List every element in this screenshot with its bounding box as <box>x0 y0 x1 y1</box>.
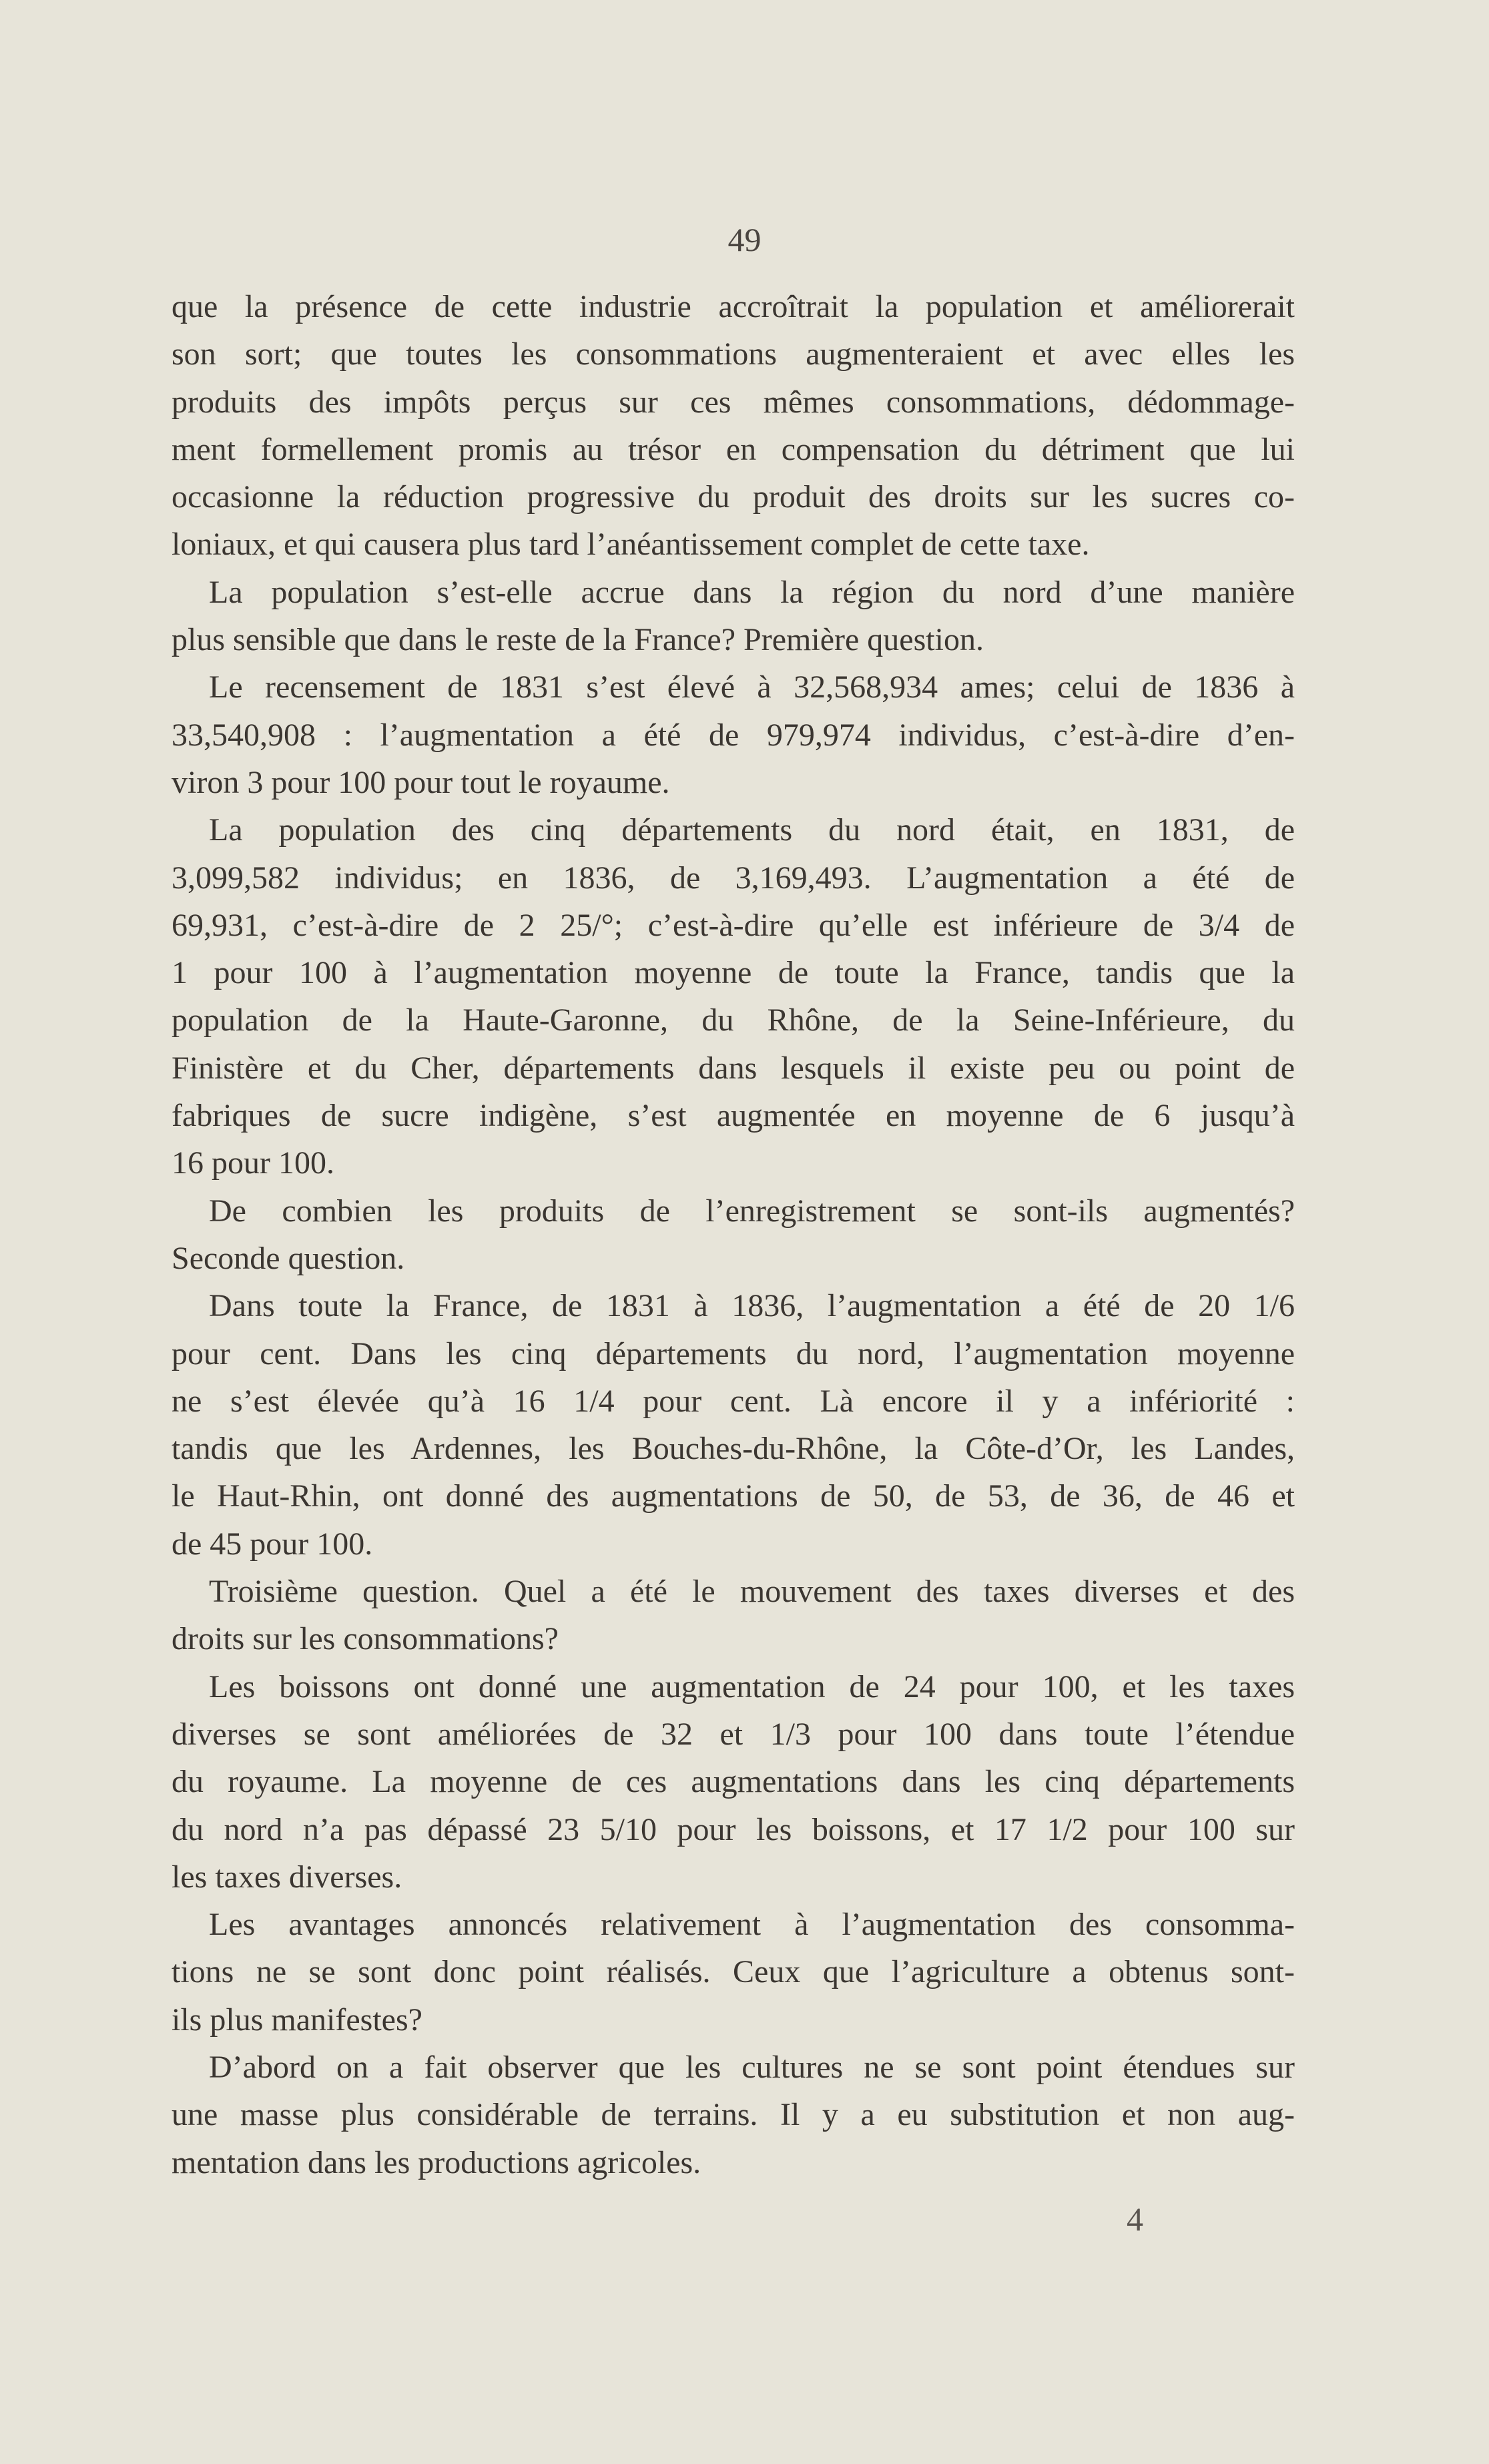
text-line: Dans toute la France, de 1831 à 1836, l’augmentation a été de 20 1/6 <box>209 1288 1295 1324</box>
text-line: population de la Haute-Garonne, du Rhône, de la Seine-Inférieure, du <box>172 1002 1295 1038</box>
text-line: 3,099,582 individus; en 1836, de 3,169,493. L’augmentation a été de <box>172 860 1295 896</box>
text-line: 16 pour 100. <box>172 1145 334 1181</box>
signature-mark: 4 <box>1127 2200 1143 2238</box>
text-line: mentation dans les productions agricoles. <box>172 2144 701 2180</box>
text-line: plus sensible que dans le reste de la France? Première question. <box>172 622 984 658</box>
text-line: La population s’est-elle accrue dans la région du nord d’une manière <box>209 574 1295 610</box>
text-line: les taxes diverses. <box>172 1859 402 1895</box>
text-line: diverses se sont améliorées de 32 et 1/3 pour 100 dans toute l’étendue <box>172 1716 1295 1752</box>
text-line: tions ne se sont donc point réalisés. Ceux que l’agriculture a obtenus sont- <box>172 1954 1295 1990</box>
text-line: son sort; que toutes les consommations augmenteraient et avec elles les <box>172 336 1295 372</box>
text-line: D’abord on a fait observer que les cultures ne se sont point étendues sur <box>209 2049 1295 2085</box>
text-line: de 45 pour 100. <box>172 1526 373 1562</box>
text-line: 33,540,908 : l’augmentation a été de 979,974 individus, c’est-à-dire d’en- <box>172 717 1295 753</box>
text-line: Les boissons ont donné une augmentation de 24 pour 100, et les taxes <box>209 1668 1295 1705</box>
text-line: 69,931, c’est-à-dire de 2 25/°; c’est-à-dire qu’elle est inférieure de 3/4 de <box>172 907 1295 943</box>
text-line: fabriques de sucre indigène, s’est augmentée en moyenne de 6 jusqu’à <box>172 1098 1295 1134</box>
text-line: Le recensement de 1831 s’est élevé à 32,568,934 ames; celui de 1836 à <box>209 669 1295 705</box>
text-line: tandis que les Ardennes, les Bouches-du-Rhône, la Côte-d’Or, les Landes, <box>172 1431 1295 1467</box>
text-line: ment formellement promis au trésor en compensation du détriment que lui <box>172 431 1295 467</box>
text-line: une masse plus considérable de terrains. Il y a eu substitution et non aug- <box>172 2097 1295 2133</box>
text-line: viron 3 pour 100 pour tout le royaume. <box>172 764 670 800</box>
text-line: ils plus manifestes? <box>172 2001 422 2038</box>
text-line: occasionne la réduction progressive du produit des droits sur les sucres co- <box>172 479 1295 515</box>
text-line: 1 pour 100 à l’augmentation moyenne de toute la France, tandis que la <box>172 955 1295 991</box>
page-number: 49 <box>727 221 762 258</box>
text-line: Seconde question. <box>172 1240 405 1276</box>
text-line: produits des impôts perçus sur ces mêmes consommations, dédommage- <box>172 384 1295 420</box>
text-line: droits sur les consommations? <box>172 1621 559 1657</box>
text-line: Les avantages annoncés relativement à l’augmentation des consomma- <box>209 1907 1295 1943</box>
text-line: De combien les produits de l’enregistrement se sont-ils augmentés? <box>209 1193 1295 1229</box>
text-line: le Haut-Rhin, ont donné des augmentations de 50, de 53, de 36, de 46 et <box>172 1478 1295 1514</box>
text-line: loniaux, et qui causera plus tard l’anéantissement complet de cette taxe. <box>172 527 1090 563</box>
text-line: que la présence de cette industrie accroîtrait la population et améliorerait <box>172 289 1295 324</box>
text-line: ne s’est élevée qu’à 16 1/4 pour cent. Là encore il y a infériorité : <box>172 1383 1295 1419</box>
text-line: du nord n’a pas dépassé 23 5/10 pour les boissons, et 17 1/2 pour 100 sur <box>172 1811 1295 1847</box>
text-line: Finistère et du Cher, départements dans lesquels il existe peu ou point de <box>172 1050 1295 1086</box>
body-text <box>172 283 1295 2186</box>
text-line: du royaume. La moyenne de ces augmentations dans les cinq départements <box>172 1764 1295 1800</box>
text-line: La population des cinq départements du nord était, en 1831, de <box>209 812 1295 848</box>
text-line: Troisième question. Quel a été le mouvement des taxes diverses et des <box>209 1574 1295 1610</box>
text-line: pour cent. Dans les cinq départements du nord, l’augmentation moyenne <box>172 1335 1295 1371</box>
